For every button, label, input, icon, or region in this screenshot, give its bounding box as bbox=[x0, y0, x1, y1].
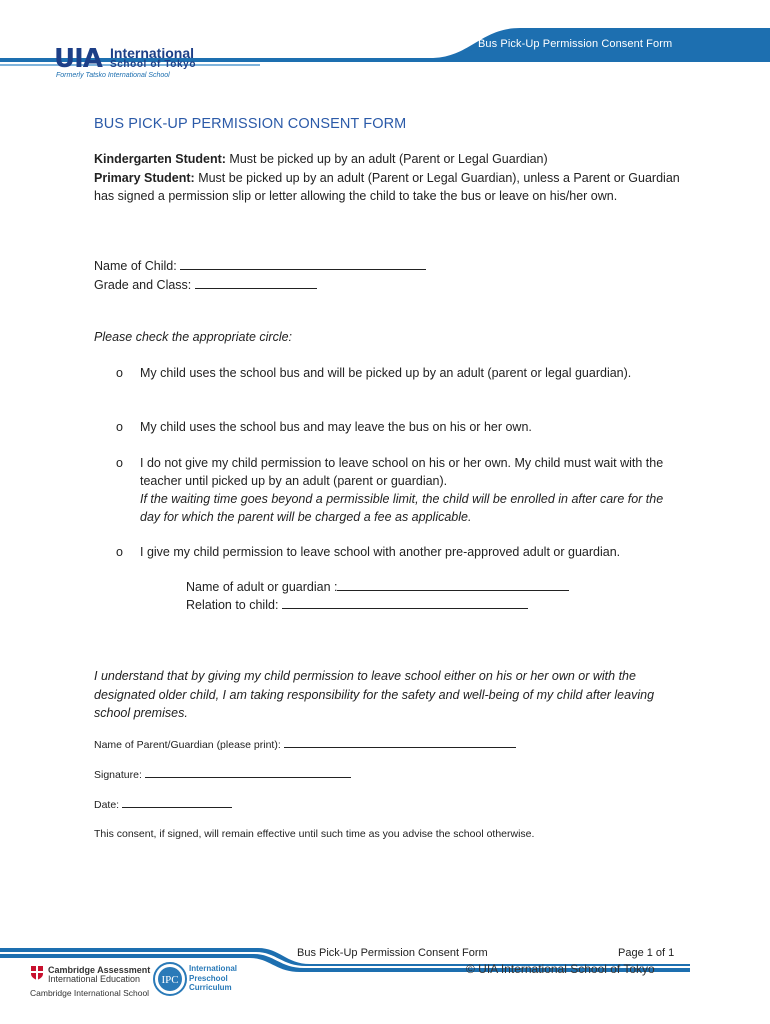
date-label: Date: bbox=[94, 799, 123, 811]
logo-line-1: International bbox=[110, 45, 195, 61]
ipc-line-1: International bbox=[189, 964, 238, 973]
responsibility-statement: I understand that by giving my child permission to leave school either on his or her own or with the designated older child, I am taking responsibility for the safety and well-being of my child after leaving school premises. bbox=[94, 669, 655, 720]
option-2-text: My child uses the school bus and may leave the bus on his or her own. bbox=[140, 420, 532, 434]
parent-name-label: Name of Parent/Guardian (please print): bbox=[94, 739, 284, 751]
option-1[interactable] bbox=[116, 364, 676, 402]
primary-text: Must be picked up by an adult (Parent or Legal Guardian), unless a Parent or Guardian has signed a permission slip or letter allowing the child to take the bus or leave on his/her own. bbox=[94, 170, 680, 203]
validity-note: This consent, if signed, will remain effective until such time as you advise the school otherwise. bbox=[94, 828, 535, 840]
ipc-line-2: Preschool bbox=[189, 973, 228, 983]
grade-class-label: Grade and Class: bbox=[94, 277, 195, 292]
option-3-text: I do not give my child permission to leave school on his or her own. My child must wait with the teacher until picked up by an adult (parent or guardian). bbox=[140, 456, 664, 488]
form-title: BUS PICK-UP PERMISSION CONSENT FORM bbox=[94, 116, 407, 132]
kinder-line bbox=[94, 150, 694, 169]
signature-row bbox=[94, 768, 351, 781]
logo-uia-text: UIA bbox=[54, 44, 102, 74]
cambridge-crest-icon bbox=[30, 965, 44, 981]
ipc-mark: IPC bbox=[161, 974, 179, 986]
footer-page-number: Page 1 of 1 bbox=[618, 947, 675, 959]
kinder-text: Must be picked up by an adult (Parent or Legal Guardian) bbox=[225, 152, 548, 166]
adult-name-field[interactable] bbox=[337, 578, 569, 591]
option-3-circle[interactable]: o bbox=[116, 456, 123, 470]
grade-class-field[interactable] bbox=[195, 276, 317, 289]
option-2-circle[interactable]: o bbox=[116, 420, 123, 434]
name-of-child-field[interactable] bbox=[180, 257, 426, 270]
cambridge-line-2: International Education bbox=[48, 974, 141, 984]
ipc-line-3: Curriculum bbox=[189, 983, 232, 992]
kinder-label: Kindergarten Student: bbox=[94, 152, 226, 166]
ipc-circle-icon bbox=[153, 962, 187, 996]
child-fields bbox=[94, 257, 694, 294]
option-1-circle[interactable]: o bbox=[116, 366, 123, 380]
grade-class-row bbox=[94, 276, 694, 295]
adult-name-label: Name of adult or guardian : bbox=[186, 580, 338, 594]
option-3-content bbox=[140, 454, 680, 526]
relation-field[interactable] bbox=[282, 596, 528, 609]
option-4-circle[interactable]: o bbox=[116, 545, 123, 559]
primary-line bbox=[94, 169, 694, 206]
option-1-text: My child uses the school bus and will be picked up by an adult (parent or legal guardian). bbox=[140, 366, 632, 380]
option-3[interactable] bbox=[116, 454, 676, 528]
parent-name-field[interactable] bbox=[284, 738, 516, 748]
option-3-note: If the waiting time goes beyond a permissible limit, the child will be enrolled in after care for the day for which the parent will be charged a fee as applicable. bbox=[140, 492, 664, 524]
logo-line-2: School of Tokyo bbox=[110, 59, 197, 70]
name-of-child-row bbox=[94, 257, 694, 276]
cambridge-line-1: Cambridge Assessment bbox=[48, 965, 151, 975]
signature-field[interactable] bbox=[145, 768, 351, 778]
name-of-child-label: Name of Child: bbox=[94, 259, 181, 273]
ipc-text bbox=[189, 964, 237, 993]
parent-name-row bbox=[94, 738, 516, 751]
instruction-text: Please check the appropriate circle: bbox=[94, 330, 293, 344]
option-4-text: I give my child permission to leave school with another pre-approved adult or guardian. bbox=[140, 545, 621, 559]
date-field[interactable] bbox=[122, 798, 232, 808]
cambridge-line-3: Cambridge International School bbox=[30, 988, 150, 998]
footer-copyright: © UIA International School of Tokyo bbox=[466, 962, 655, 976]
adult-name-row bbox=[186, 578, 569, 594]
logo-line-3: Formerly Tatsko International School bbox=[56, 72, 170, 79]
option-4[interactable] bbox=[116, 543, 676, 581]
footer-doc-title: Bus Pick-Up Permission Consent Form bbox=[297, 947, 488, 959]
primary-label: Primary Student: bbox=[94, 170, 195, 185]
relation-label: Relation to child: bbox=[186, 598, 282, 612]
header-doc-title: Bus Pick-Up Permission Consent Form bbox=[478, 38, 673, 50]
date-row bbox=[94, 798, 232, 811]
signature-label: Signature: bbox=[94, 769, 145, 781]
relation-row bbox=[186, 596, 528, 612]
intro-paragraph bbox=[94, 150, 694, 206]
option-2[interactable] bbox=[116, 418, 676, 438]
